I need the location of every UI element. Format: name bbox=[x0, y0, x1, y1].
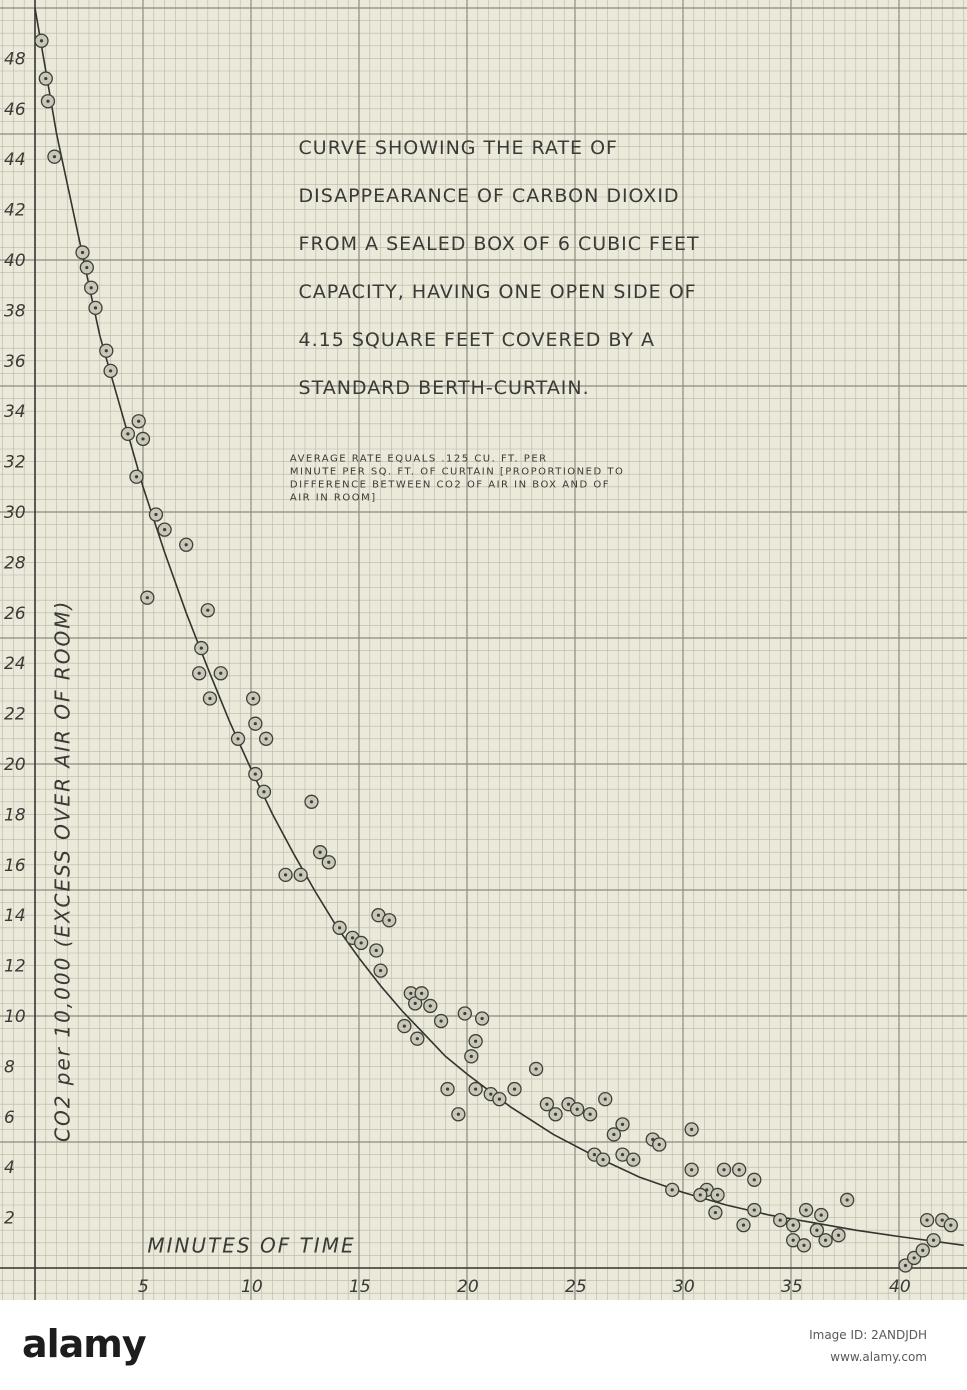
chart-note-line: MINUTE PER SQ. FT. OF CURTAIN [PROPORTIONED TO bbox=[289, 466, 625, 478]
data-point-center bbox=[474, 1087, 477, 1090]
data-point-center bbox=[40, 39, 43, 42]
data-point bbox=[158, 523, 171, 536]
data-point-center bbox=[46, 100, 49, 103]
y-tick-label: 36 bbox=[4, 351, 26, 372]
data-point-center bbox=[913, 1256, 916, 1259]
data-point bbox=[599, 1093, 612, 1106]
data-point-center bbox=[146, 596, 149, 599]
data-point bbox=[493, 1093, 506, 1106]
data-point-center bbox=[338, 926, 341, 929]
data-point-center bbox=[429, 1004, 432, 1007]
data-point bbox=[39, 72, 52, 85]
data-point-center bbox=[498, 1098, 501, 1101]
data-point-center bbox=[474, 1040, 477, 1043]
data-point bbox=[132, 415, 145, 428]
data-point-center bbox=[932, 1239, 935, 1242]
data-point-center bbox=[805, 1208, 808, 1211]
data-point-center bbox=[742, 1224, 745, 1227]
data-point-center bbox=[126, 432, 129, 435]
data-point bbox=[458, 1007, 471, 1020]
data-point bbox=[530, 1062, 543, 1075]
image-id-label: Image ID: 2ANDJDH bbox=[809, 1328, 927, 1342]
y-tick-label: 14 bbox=[4, 906, 26, 927]
data-point-center bbox=[185, 543, 188, 546]
data-point-center bbox=[792, 1239, 795, 1242]
data-point bbox=[294, 868, 307, 881]
data-point bbox=[76, 246, 89, 259]
data-point bbox=[41, 95, 54, 108]
data-point bbox=[370, 944, 383, 957]
data-point bbox=[214, 667, 227, 680]
data-point bbox=[469, 1083, 482, 1096]
data-point bbox=[774, 1214, 787, 1227]
data-point-center bbox=[837, 1234, 840, 1237]
chart-title-line: DISAPPEARANCE OF CARBON DIOXID bbox=[298, 185, 680, 208]
data-point-center bbox=[416, 1037, 419, 1040]
data-point-center bbox=[589, 1113, 592, 1116]
data-point bbox=[841, 1193, 854, 1206]
data-point bbox=[322, 856, 335, 869]
data-point bbox=[508, 1083, 521, 1096]
data-point-center bbox=[208, 697, 211, 700]
data-point bbox=[465, 1050, 478, 1063]
chart-title-line: CAPACITY, HAVING ONE OPEN SIDE OF bbox=[298, 281, 697, 304]
data-point-center bbox=[200, 646, 203, 649]
data-point-center bbox=[820, 1213, 823, 1216]
data-point-center bbox=[632, 1158, 635, 1161]
data-point-center bbox=[779, 1219, 782, 1222]
data-point-center bbox=[379, 969, 382, 972]
data-point-center bbox=[319, 851, 322, 854]
data-point bbox=[130, 470, 143, 483]
data-point bbox=[819, 1234, 832, 1247]
data-point bbox=[35, 34, 48, 47]
data-point-center bbox=[601, 1158, 604, 1161]
data-point-center bbox=[141, 437, 144, 440]
chart-title-line: FROM A SEALED BOX OF 6 CUBIC FEET bbox=[298, 233, 700, 256]
data-point-center bbox=[513, 1087, 516, 1090]
data-point-center bbox=[612, 1133, 615, 1136]
data-point-center bbox=[375, 949, 378, 952]
data-point bbox=[355, 936, 368, 949]
y-tick-label: 38 bbox=[4, 301, 26, 322]
data-point-center bbox=[690, 1168, 693, 1171]
data-point-center bbox=[163, 528, 166, 531]
data-point-center bbox=[714, 1211, 717, 1214]
y-tick-label: 46 bbox=[4, 99, 26, 120]
data-point bbox=[666, 1183, 679, 1196]
x-tick-label: 35 bbox=[781, 1277, 803, 1297]
data-point-center bbox=[446, 1087, 449, 1090]
y-tick-label: 20 bbox=[4, 755, 26, 775]
data-point-center bbox=[90, 286, 93, 289]
data-point-center bbox=[198, 672, 201, 675]
data-point-center bbox=[463, 1012, 466, 1015]
data-point bbox=[247, 692, 260, 705]
data-point-center bbox=[420, 992, 423, 995]
data-point bbox=[435, 1015, 448, 1028]
data-point bbox=[711, 1188, 724, 1201]
data-point-center bbox=[388, 919, 391, 922]
data-point bbox=[584, 1108, 597, 1121]
data-point bbox=[815, 1209, 828, 1222]
data-point-center bbox=[716, 1193, 719, 1196]
data-point bbox=[685, 1123, 698, 1136]
y-tick-label: 8 bbox=[4, 1057, 15, 1078]
data-point-center bbox=[85, 266, 88, 269]
data-point-center bbox=[738, 1168, 741, 1171]
data-point-center bbox=[105, 349, 108, 352]
data-point bbox=[571, 1103, 584, 1116]
data-point bbox=[441, 1083, 454, 1096]
data-point-center bbox=[252, 697, 255, 700]
data-point bbox=[549, 1108, 562, 1121]
data-point bbox=[709, 1206, 722, 1219]
data-point-center bbox=[254, 722, 257, 725]
data-point bbox=[398, 1020, 411, 1033]
data-point-center bbox=[262, 790, 265, 793]
data-point-center bbox=[403, 1024, 406, 1027]
data-point bbox=[733, 1163, 746, 1176]
data-point-center bbox=[604, 1098, 607, 1101]
y-tick-label: 4 bbox=[4, 1158, 15, 1179]
data-point-center bbox=[360, 941, 363, 944]
data-point bbox=[80, 261, 93, 274]
data-point-center bbox=[414, 1002, 417, 1005]
data-point bbox=[203, 692, 216, 705]
data-point-center bbox=[925, 1219, 928, 1222]
data-point bbox=[800, 1204, 813, 1217]
brand-logo[interactable]: alamy bbox=[22, 1322, 146, 1366]
data-point bbox=[415, 987, 428, 1000]
data-point-center bbox=[236, 737, 239, 740]
data-point-center bbox=[481, 1017, 484, 1020]
chart-title-line: 4.15 SQUARE FEET COVERED BY A bbox=[298, 329, 656, 352]
data-point bbox=[685, 1163, 698, 1176]
data-point bbox=[48, 150, 61, 163]
data-point-center bbox=[846, 1198, 849, 1201]
data-point-center bbox=[299, 873, 302, 876]
chart-title-line: CURVE SHOWING THE RATE OF bbox=[298, 137, 619, 160]
data-point bbox=[424, 999, 437, 1012]
image-url-label[interactable]: www.alamy.com bbox=[830, 1350, 927, 1364]
y-axis-title: CO2 per 10,000 (EXCESS OVER AIR OF ROOM) bbox=[50, 599, 75, 1142]
data-point bbox=[927, 1234, 940, 1247]
data-point bbox=[180, 538, 193, 551]
footer-bar bbox=[0, 1300, 967, 1390]
data-point-center bbox=[671, 1188, 674, 1191]
data-point bbox=[916, 1244, 929, 1257]
data-point bbox=[944, 1219, 957, 1232]
data-point-center bbox=[254, 772, 257, 775]
y-tick-label: 6 bbox=[4, 1107, 15, 1128]
y-tick-label: 42 bbox=[4, 200, 26, 221]
data-point-center bbox=[137, 420, 140, 423]
data-point-center bbox=[941, 1219, 944, 1222]
data-point-center bbox=[53, 155, 56, 158]
data-point-center bbox=[219, 672, 222, 675]
data-point-center bbox=[576, 1108, 579, 1111]
data-point-center bbox=[409, 992, 412, 995]
y-tick-label: 10 bbox=[4, 1007, 26, 1027]
y-tick-label: 40 bbox=[4, 251, 26, 271]
data-point-center bbox=[658, 1143, 661, 1146]
x-tick-label: 5 bbox=[138, 1277, 149, 1297]
data-point bbox=[201, 604, 214, 617]
data-point bbox=[333, 921, 346, 934]
data-point bbox=[232, 732, 245, 745]
x-axis-title: MINUTES OF TIME bbox=[147, 1233, 356, 1258]
data-point-center bbox=[81, 251, 84, 254]
data-point bbox=[305, 795, 318, 808]
y-tick-label: 18 bbox=[4, 805, 26, 826]
data-point bbox=[260, 732, 273, 745]
y-tick-label: 24 bbox=[4, 654, 26, 675]
data-point bbox=[193, 667, 206, 680]
data-point bbox=[452, 1108, 465, 1121]
data-point bbox=[141, 591, 154, 604]
data-point bbox=[616, 1118, 629, 1131]
data-point bbox=[279, 868, 292, 881]
data-point-center bbox=[327, 861, 330, 864]
data-point-center bbox=[206, 609, 209, 612]
data-point-center bbox=[94, 306, 97, 309]
data-point-center bbox=[135, 475, 138, 478]
data-point-center bbox=[470, 1055, 473, 1058]
x-tick-label: 40 bbox=[889, 1277, 911, 1297]
data-point bbox=[476, 1012, 489, 1025]
data-point-center bbox=[824, 1239, 827, 1242]
data-point-center bbox=[284, 873, 287, 876]
y-tick-label: 44 bbox=[4, 150, 26, 171]
data-point-center bbox=[567, 1103, 570, 1106]
data-point bbox=[737, 1219, 750, 1232]
data-point bbox=[748, 1173, 761, 1186]
data-point-center bbox=[154, 513, 157, 516]
chart-note-line: AIR IN ROOM] bbox=[289, 492, 377, 504]
data-point bbox=[694, 1188, 707, 1201]
data-point bbox=[748, 1204, 761, 1217]
data-point bbox=[787, 1219, 800, 1232]
data-point bbox=[89, 301, 102, 314]
data-point-center bbox=[621, 1153, 624, 1156]
data-point bbox=[374, 964, 387, 977]
data-point bbox=[718, 1163, 731, 1176]
data-point-center bbox=[621, 1123, 624, 1126]
data-point bbox=[249, 768, 262, 781]
x-tick-label: 15 bbox=[349, 1277, 371, 1297]
data-point-center bbox=[109, 369, 112, 372]
data-point bbox=[627, 1153, 640, 1166]
data-point-center bbox=[545, 1103, 548, 1106]
y-tick-label: 30 bbox=[4, 503, 26, 523]
data-point-center bbox=[593, 1153, 596, 1156]
data-point-center bbox=[554, 1113, 557, 1116]
y-tick-label: 12 bbox=[4, 956, 26, 977]
chart-title-line: STANDARD BERTH-CURTAIN. bbox=[298, 377, 590, 400]
data-point bbox=[921, 1214, 934, 1227]
y-tick-label: 22 bbox=[4, 704, 26, 725]
data-point bbox=[383, 914, 396, 927]
data-point-center bbox=[457, 1113, 460, 1116]
data-points bbox=[35, 34, 957, 1272]
y-tick-label: 48 bbox=[4, 49, 26, 70]
data-point-center bbox=[792, 1224, 795, 1227]
data-point bbox=[100, 344, 113, 357]
data-point bbox=[121, 427, 134, 440]
data-point bbox=[137, 432, 150, 445]
data-point bbox=[195, 642, 208, 655]
data-point bbox=[149, 508, 162, 521]
data-point-center bbox=[904, 1264, 907, 1267]
data-point-center bbox=[949, 1224, 952, 1227]
data-point bbox=[469, 1035, 482, 1048]
x-tick-label: 30 bbox=[673, 1277, 695, 1297]
y-tick-label: 32 bbox=[4, 452, 26, 473]
x-tick-label: 20 bbox=[457, 1277, 479, 1297]
data-point bbox=[832, 1229, 845, 1242]
data-point-center bbox=[815, 1229, 818, 1232]
data-point-center bbox=[377, 914, 380, 917]
data-point-center bbox=[489, 1093, 492, 1096]
x-tick-label: 25 bbox=[565, 1277, 587, 1297]
data-point-center bbox=[351, 936, 354, 939]
chart-note-line: DIFFERENCE BETWEEN CO2 OF AIR IN BOX AND OF bbox=[289, 479, 611, 491]
data-point bbox=[104, 364, 117, 377]
y-tick-label: 26 bbox=[4, 603, 26, 624]
data-point-center bbox=[753, 1208, 756, 1211]
data-point-center bbox=[535, 1067, 538, 1070]
x-tick-label: 10 bbox=[241, 1277, 263, 1297]
data-point bbox=[797, 1239, 810, 1252]
chart-note-line: AVERAGE RATE EQUALS .125 CU. FT. PER bbox=[289, 453, 548, 465]
y-tick-label: 34 bbox=[4, 402, 26, 423]
data-point-center bbox=[310, 800, 313, 803]
data-point-center bbox=[699, 1193, 702, 1196]
y-tick-label: 2 bbox=[4, 1208, 15, 1229]
data-point bbox=[249, 717, 262, 730]
data-point-center bbox=[265, 737, 268, 740]
data-point-center bbox=[802, 1244, 805, 1247]
y-tick-label: 16 bbox=[4, 855, 26, 876]
data-point-center bbox=[921, 1249, 924, 1252]
data-point-center bbox=[439, 1019, 442, 1022]
data-point bbox=[411, 1032, 424, 1045]
data-point-center bbox=[44, 77, 47, 80]
data-point bbox=[85, 281, 98, 294]
y-tick-label: 28 bbox=[4, 553, 26, 574]
data-point bbox=[257, 785, 270, 798]
data-point-center bbox=[722, 1168, 725, 1171]
data-point bbox=[653, 1138, 666, 1151]
data-point-center bbox=[690, 1128, 693, 1131]
data-point-center bbox=[753, 1178, 756, 1181]
data-point bbox=[597, 1153, 610, 1166]
